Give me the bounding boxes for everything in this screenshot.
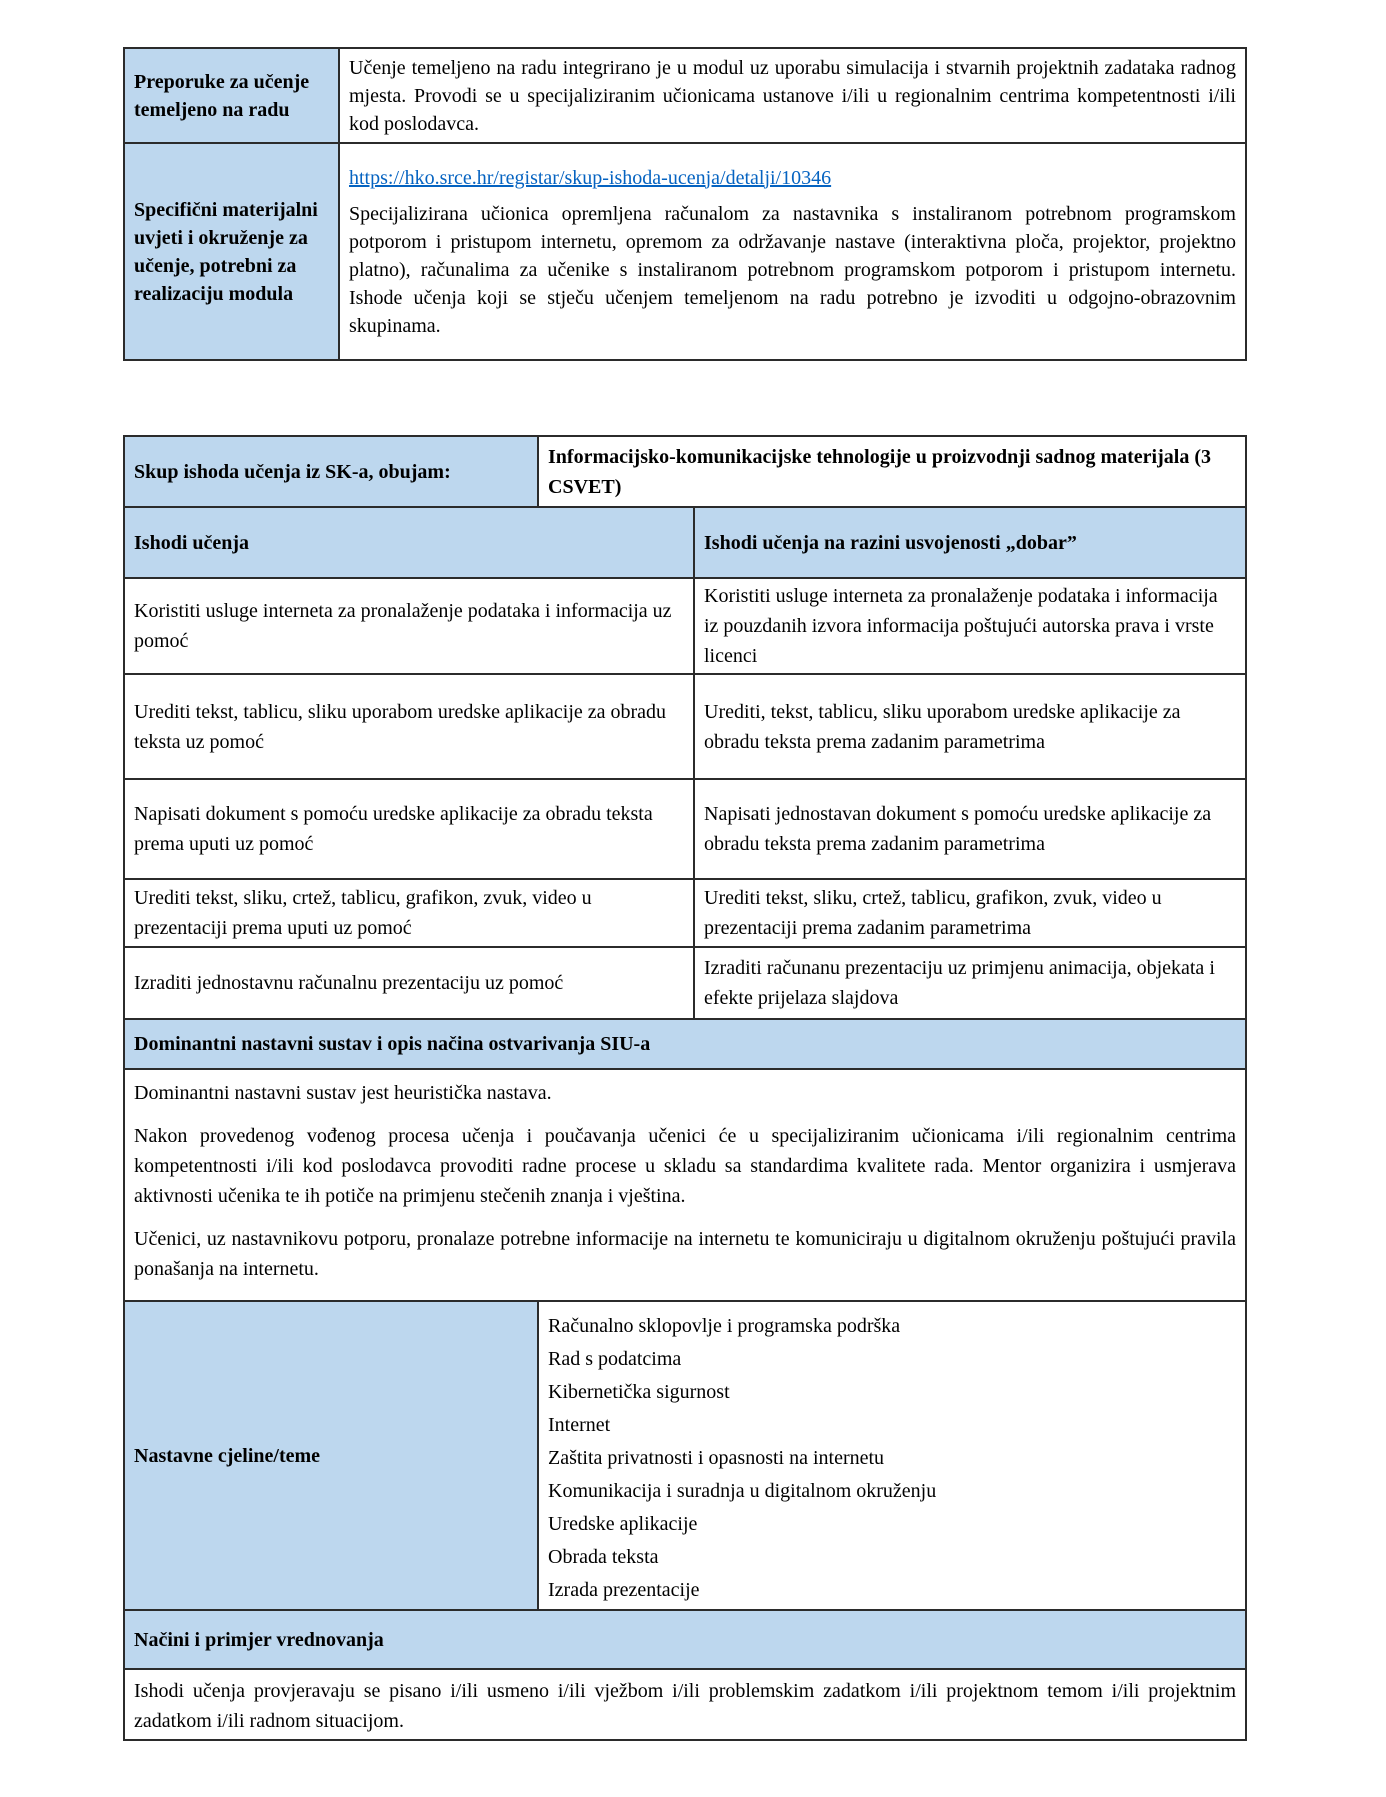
nacini-header-cell: Načini i primjer vrednovanja (124, 1610, 1246, 1669)
outcome-left-cell: Napisati dokument s pomoću uredske aplikacije za obradu teksta prema uputi uz pomoć (124, 779, 694, 879)
dominantni-content-cell (124, 1069, 1246, 1301)
topic-item: Uredske aplikacije (548, 1513, 698, 1535)
outcome-left-cell: Urediti tekst, sliku, crtež, tablicu, grafikon, zvuk, video u prezentaciji prema uputi uz pomoć (124, 879, 694, 947)
evaluation-text-cell: Ishodi učenja provjeravaju se pisano i/ili usmeno i/ili vježbom i/ili problemskim zadatkom i/ili projektnom temom i/ili projektnim zadatkom i/ili radnom situacijom. (124, 1669, 1246, 1740)
outcome-right-cell: Urediti, tekst, tablicu, sliku uporabom uredske aplikacije za obradu teksta prema zadanim parametrima (694, 674, 1246, 779)
topic-list (548, 1310, 1236, 1607)
dominant-paragraph: Učenici, uz nastavnikovu potporu, pronalaze potrebne informacije na internetu te komuniciraju u digitalnom okruženju poštujući pravila ponašanja na internetu. (134, 1228, 1237, 1280)
dominant-paragraph: Dominantni nastavni sustav jest heuristička nastava. (134, 1082, 552, 1104)
dominant-paragraph: Nakon provedenog vođenog procesa učenja i poučavanja učenici će u specijaliziranim učionicama i/ili regionalnim centrima kompetentnosti i/ili kod poslodavca provoditi radne procese u skladu sa standardima kvalitete rada. Mentor organizira i usmjerava aktivnosti učenika te ih potiče na primjenu stečenih znanja i vještina. (134, 1125, 1237, 1207)
topic-item: Komunikacija i suradnja u digitalnom okruženju (548, 1480, 937, 1502)
topic-item: Rad s podatcima (548, 1348, 682, 1370)
topic-item: Računalno sklopovlje i programska podrška (548, 1315, 901, 1337)
learning-outcomes-table (123, 435, 1247, 1741)
nastavne-cjeline-list-cell (538, 1301, 1246, 1610)
outcome-row (124, 779, 1246, 879)
hko-registry-link[interactable]: https://hko.srce.hr/registar/skup-ishoda-ucenja/detalji/10346 (349, 166, 832, 189)
uvjeti-text: Specijalizirana učionica opremljena računalom za nastavnika s instaliranom potrebnom programskom potporom i pristupom internetu, opremom za održavanje nastave (interaktivna ploča, projektor, projektno platno), računalima za učenike s instaliranom potrebnom programskom potporom i pristupom internetu. Ishode učenja koji se stječu učenjem temeljenom na radu potrebno je izvoditi u odgojno-obrazovnim skupinama. (349, 202, 1236, 337)
link-line (349, 164, 1236, 192)
outcome-row (124, 947, 1246, 1019)
table-row (124, 143, 1246, 360)
table-row (124, 1301, 1246, 1610)
nastavne-cjeline-label-cell: Nastavne cjeline/teme (124, 1301, 538, 1610)
table-spacer (123, 361, 1386, 435)
topic-item: Obrada teksta (548, 1546, 659, 1568)
topic-item: Kibernetička sigurnost (548, 1381, 730, 1403)
preporuke-label-cell: Preporuke za učenje temeljeno na radu (124, 48, 339, 143)
ishodi-dobar-header-cell: Ishodi učenja na razini usvojenosti „dobar” (694, 507, 1246, 578)
table-row (124, 1610, 1246, 1669)
outcome-right-cell: Urediti tekst, sliku, crtež, tablicu, grafikon, zvuk, video u prezentaciji prema zadanim parametrima (694, 879, 1246, 947)
uvjeti-label-cell: Specifični materijalni uvjeti i okruženje za učenje, potrebni za realizaciju modula (124, 143, 339, 360)
work-based-learning-table (123, 47, 1247, 361)
table-row (124, 1669, 1246, 1740)
table-row (124, 48, 1246, 143)
table-row (124, 436, 1246, 507)
table-row (124, 1069, 1246, 1301)
outcome-row (124, 578, 1246, 674)
outcome-right-cell: Koristiti usluge interneta za pronalaženje podataka i informacija iz pouzdanih izvora informacija poštujući autorska prava i vrste licenci (694, 578, 1246, 674)
outcome-row (124, 879, 1246, 947)
dominantni-header-cell: Dominantni nastavni sustav i opis načina ostvarivanja SIU-a (124, 1019, 1246, 1069)
outcome-left-cell: Urediti tekst, tablicu, sliku uporabom uredske aplikacije za obradu teksta uz pomoć (124, 674, 694, 779)
skup-ishoda-label-cell: Skup ishoda učenja iz SK-a, obujam: (124, 436, 538, 507)
outcome-left-cell: Izraditi jednostavnu računalnu prezentaciju uz pomoć (124, 947, 694, 1019)
table-row (124, 507, 1246, 578)
outcome-left-cell: Koristiti usluge interneta za pronalaženje podataka i informacija uz pomoć (124, 578, 694, 674)
topic-item: Izrada prezentacije (548, 1579, 700, 1601)
outcome-right-cell: Izraditi računanu prezentaciju uz primjenu animacija, objekata i efekte prijelaza slajdova (694, 947, 1246, 1019)
topic-item: Internet (548, 1414, 611, 1436)
outcome-row (124, 674, 1246, 779)
preporuke-text-cell: Učenje temeljeno na radu integrirano je u modul uz uporabu simulacija i stvarnih projektnih zadataka radnog mjesta. Provodi se u specijaliziranim učionicama ustanove i/ili u regionalnim centrima kompetentnosti i/ili kod poslodavca. (339, 48, 1246, 143)
outcome-right-cell: Napisati jednostavan dokument s pomoću uredske aplikacije za obradu teksta prema zadanim parametrima (694, 779, 1246, 879)
topic-item: Zaštita privatnosti i opasnosti na internetu (548, 1447, 885, 1469)
table-row (124, 1019, 1246, 1069)
ishodi-ucenja-header-cell: Ishodi učenja (124, 507, 694, 578)
skup-ishoda-value-cell: Informacijsko-komunikacijske tehnologije u proizvodnji sadnog materijala (3 CSVET) (538, 436, 1246, 507)
uvjeti-content-cell (339, 143, 1246, 360)
